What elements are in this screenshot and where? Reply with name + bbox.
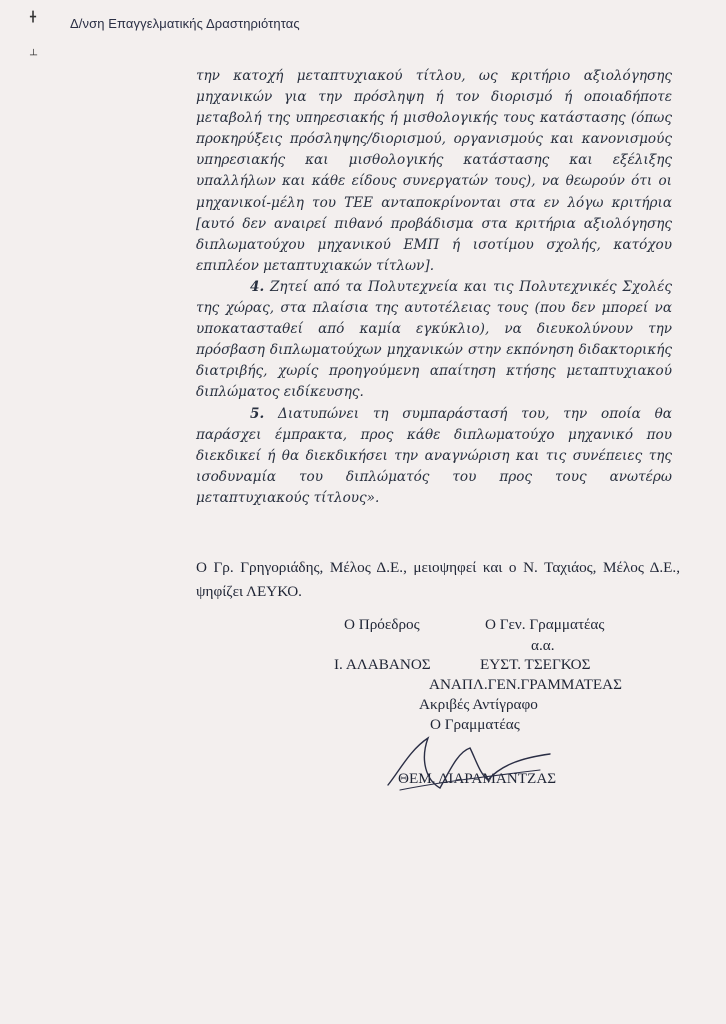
decision-item-5 xyxy=(196,404,672,509)
handwritten-signature xyxy=(380,730,580,800)
decision-body xyxy=(196,66,672,509)
vote-note: Ο Γρ. Γρηγοριάδης, Μέλος Δ.Ε., μειοψηφεί και ο Ν. Ταχιάος, Μέλος Δ.Ε., ψηφίζει ΛΕΥΚΟ. xyxy=(196,559,680,600)
item-text: Διατυπώνει τη συμπαράστασή του, την οποία θα παράσχει έμπρακτα, προς κάθε διπλωματούχο μηχανικό που διεκδικεί ή θα διεκδικήσει την αναγνώριση και τις συνέπειες της ισοδυναμία του διπλώματός του προς τους ανωτέρω μεταπτυχιακούς τίτλους». xyxy=(196,405,672,506)
president-title: Ο Πρόεδρος xyxy=(344,616,420,633)
copy-secretary-name: ΘΕΜ. ΔΙΑΡΑΜΑΝΤΖΑΣ xyxy=(398,770,557,787)
margin-tick-mark: ┴ xyxy=(30,50,38,61)
secretary-title: Ο Γεν. Γραμματέας xyxy=(485,616,605,633)
secretary-name: ΕΥΣΤ. ΤΣΕΓΚΟΣ xyxy=(480,656,591,673)
item-number: 4. xyxy=(250,278,265,295)
margin-tick-mark: ╋ xyxy=(30,12,37,23)
secretary-role: ΑΝΑΠΛ.ΓΕΝ.ΓΡΑΜΜΑΤΕΑΣ xyxy=(429,676,622,693)
decision-item-4 xyxy=(196,277,672,404)
continuation-paragraph: την κατοχή μεταπτυχιακού τίτλου, ως κριτήριο αξιολόγησης μηχανικών για την πρόσληψη ή τον διορισμό ή οποιαδήποτε μεταβολή της υπηρεσιακής ή μισθολογικής τους κατάστασης (όπως προκηρύξεις πρόσληψης/διορισμού, οργανισμούς και κανονισμούς υπηρεσιακής και μισθολογικής κατάστασης και εξέλιξης υπαλλήλων και κάθε είδους συνεργατών τους), να θεωρούν ότι οι μηχανικοί-μέλη του ΤΕΕ ανταποκρίνονται στα εν λόγω κριτήρια [αυτό δεν αναιρεί πιθανό προβάδισμα στα κριτήρια αξιολόγησης διπλωματούχου μηχανικού ΕΜΠ ή ισοτίμου σχολής, κατόχου επιπλέον μεταπτυχιακών τίτλων]. xyxy=(196,68,672,274)
item-text: Ζητεί από τα Πολυτεχνεία και τις Πολυτεχνικές Σχολές της χώρας, στα πλαίσια της αυτοτέλειας τους (που δεν μπορεί να υποκατασταθεί από καμία εγκύκλιο), να διευκολύνουν την πρόσβαση διπλωματούχων μηχανικών στην εκπόνηση διδακτορικής διατριβής, χωρίς προηγούμενη απαίτηση κτήσης μεταπτυχιακού διπλώματος ειδίκευσης. xyxy=(196,278,672,401)
president-name: Ι. ΑΛΑΒΑΝΟΣ xyxy=(334,656,431,673)
copy-secretary-title: Ο Γραμματέας xyxy=(430,716,520,733)
item-number: 5. xyxy=(250,405,265,422)
department-header: Δ/νση Επαγγελματικής Δραστηριότητας xyxy=(70,16,300,31)
copy-note: Ακριβές Αντίγραφο xyxy=(419,696,538,713)
secretary-aa: α.α. xyxy=(531,637,555,654)
